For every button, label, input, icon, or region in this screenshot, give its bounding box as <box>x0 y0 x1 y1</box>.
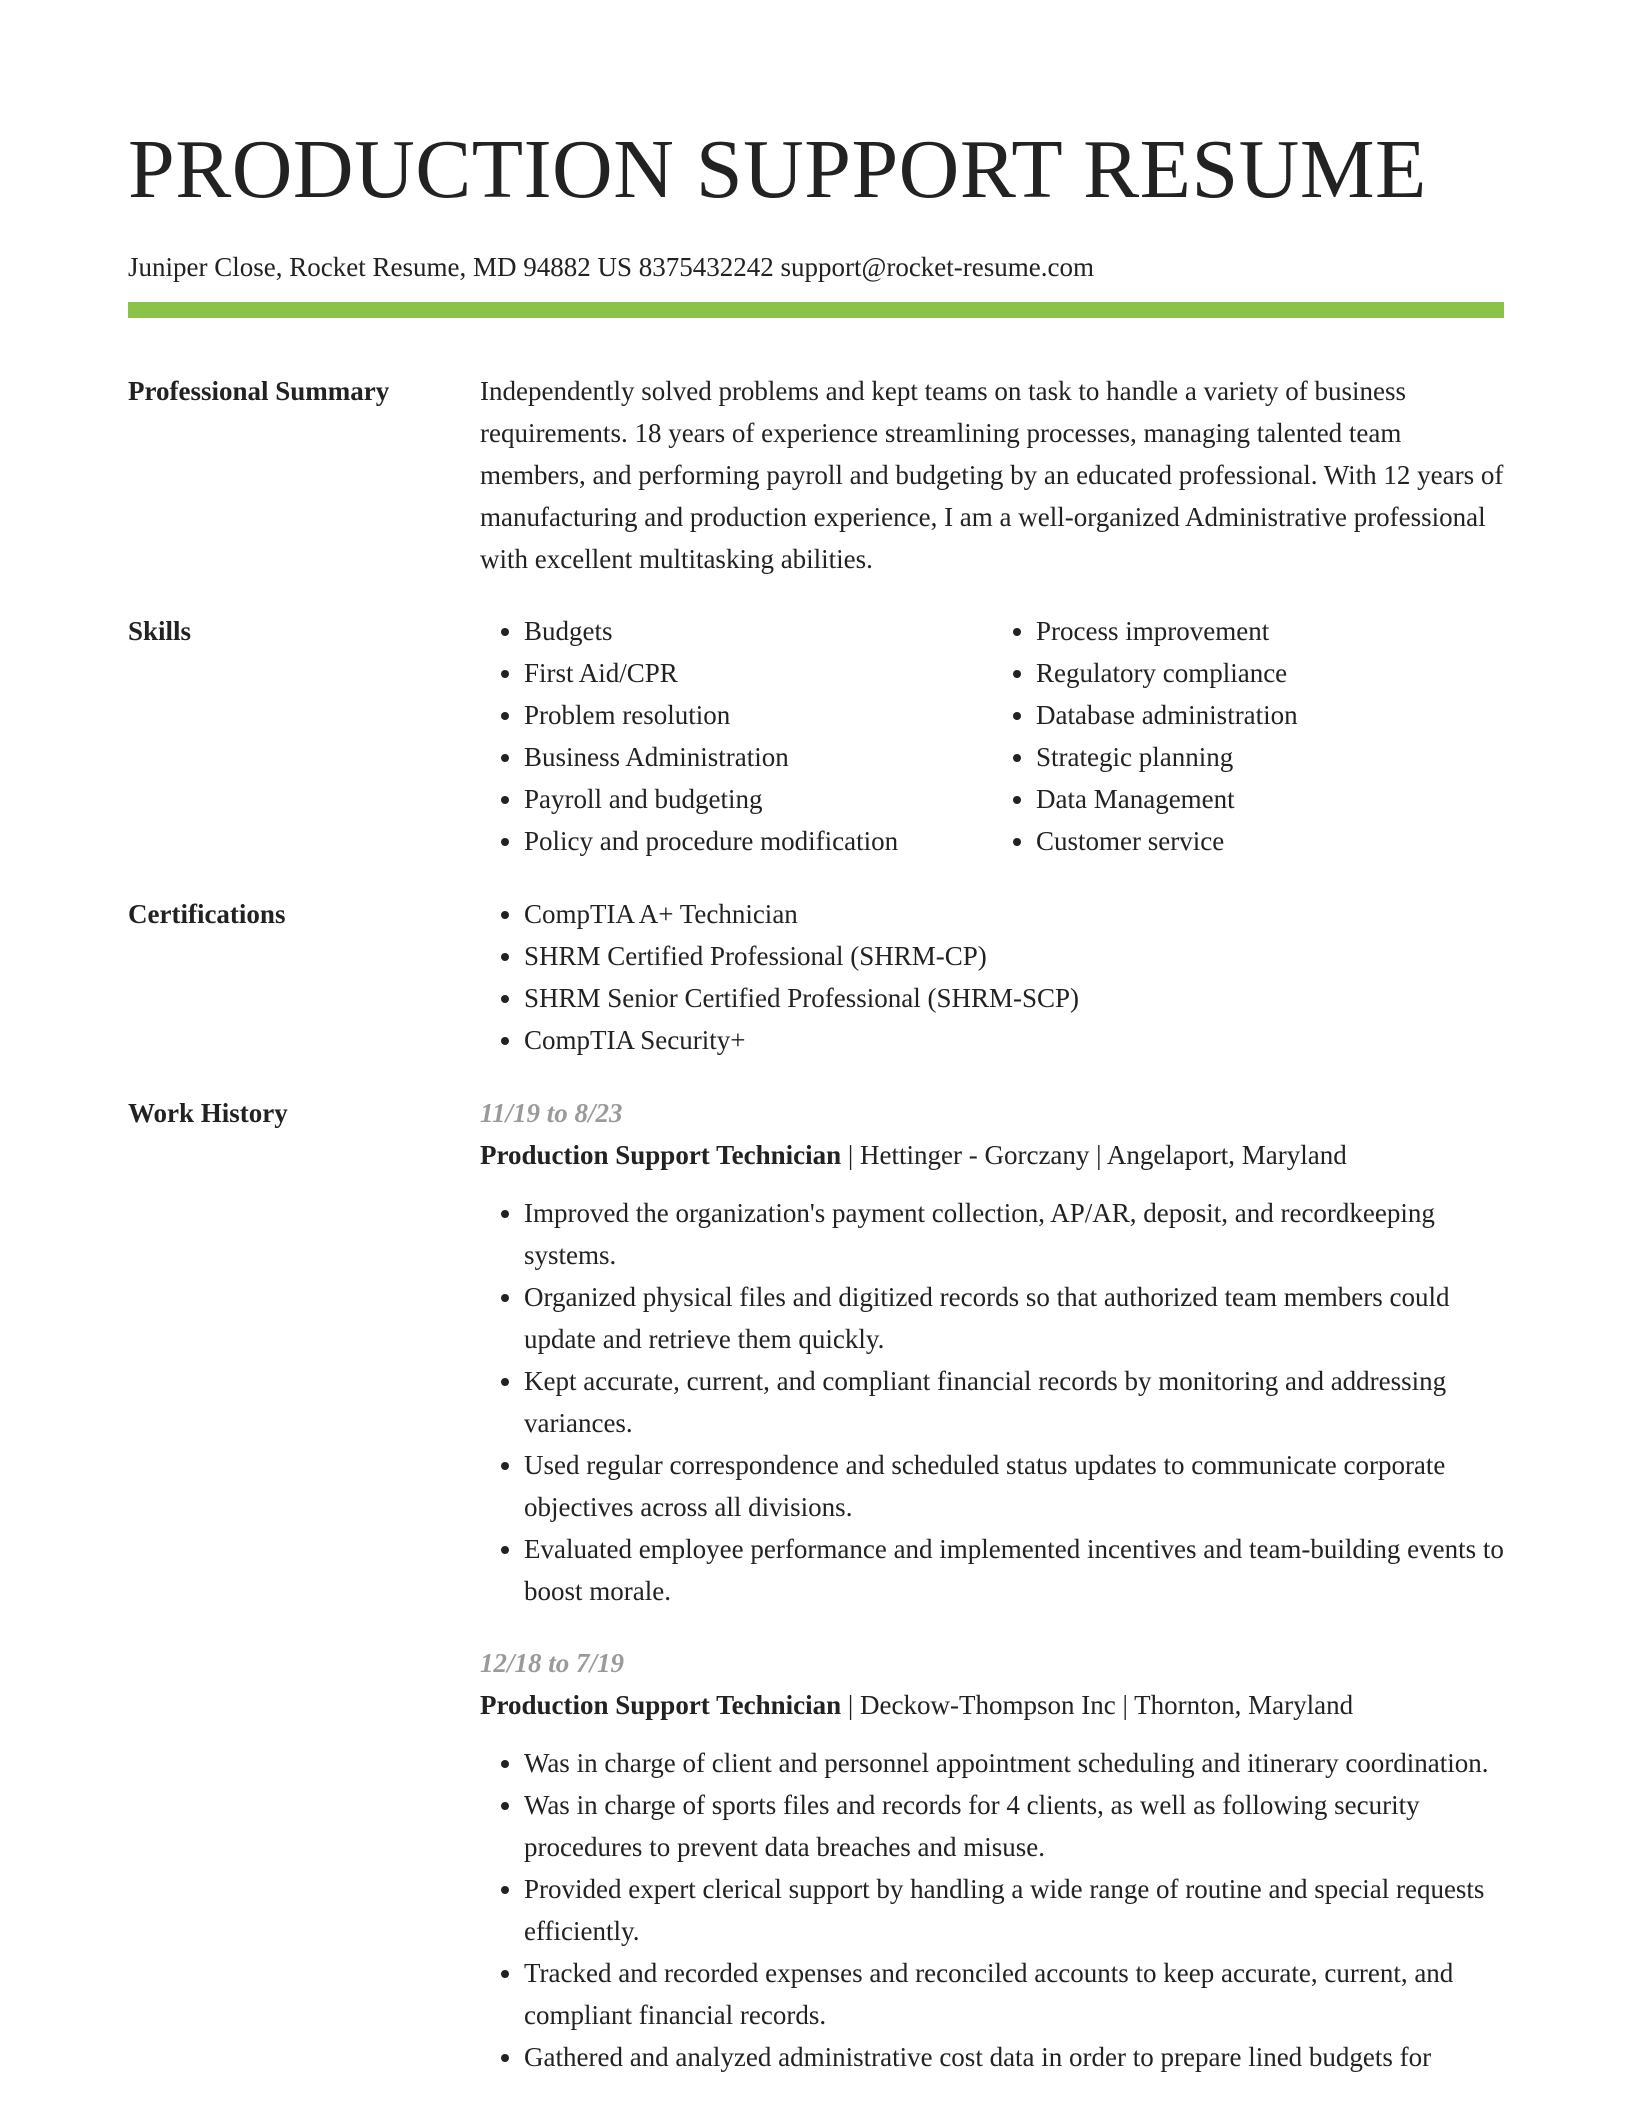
skill-item: • Budgets <box>524 610 992 652</box>
job-bullet: • Kept accurate, current, and compliant financial records by monitoring and addressing variances. <box>524 1360 1504 1444</box>
certification-item: • CompTIA A+ Technician <box>524 893 1504 935</box>
work-history-section <box>128 1092 1504 2108</box>
skills-section <box>128 610 1504 862</box>
skill-item: • Problem resolution <box>524 694 992 736</box>
section-heading: Work History <box>128 1098 288 1128</box>
skill-item: • Business Administration <box>524 736 992 778</box>
job-bullet: • Organized physical files and digitized records so that authorized team members could update and retrieve them quickly. <box>524 1276 1504 1360</box>
job-heading <box>480 1134 1504 1176</box>
skill-item: • Customer service <box>1036 820 1504 862</box>
skills-list-right <box>992 610 1504 862</box>
certifications-list <box>480 893 1504 1061</box>
certifications-section <box>128 893 1504 1061</box>
accent-divider <box>128 302 1504 318</box>
skill-item: • Data Management <box>1036 778 1504 820</box>
section-heading: Certifications <box>128 899 286 929</box>
job-title: Production Support Technician <box>480 1140 842 1170</box>
summary-section <box>128 370 1504 580</box>
skill-item: • Regulatory compliance <box>1036 652 1504 694</box>
job-employer-location: | Hettinger - Gorczany | Angelaport, Maryland <box>841 1140 1347 1170</box>
job-bullet: • Used regular correspondence and scheduled status updates to communicate corporate objectives across all divisions. <box>524 1444 1504 1528</box>
skill-item: • Database administration <box>1036 694 1504 736</box>
job-bullet: • Was in charge of client and personnel appointment scheduling and itinerary coordination. <box>524 1742 1504 1784</box>
job-bullet: • Improved the organization's payment collection, AP/AR, deposit, and recordkeeping systems. <box>524 1192 1504 1276</box>
skill-item: • Strategic planning <box>1036 736 1504 778</box>
job-bullet: • Was in charge of sports files and records for 4 clients, as well as following security procedures to prevent data breaches and misuse. <box>524 1784 1504 1868</box>
certification-item: • SHRM Senior Certified Professional (SHRM-SCP) <box>524 977 1504 1019</box>
skill-item: • Payroll and budgeting <box>524 778 992 820</box>
skill-item: • Process improvement <box>1036 610 1504 652</box>
certification-item: • SHRM Certified Professional (SHRM-CP) <box>524 935 1504 977</box>
job-bullet: • Evaluated employee performance and implemented incentives and team-building events to boost morale. <box>524 1528 1504 1612</box>
resume-page <box>128 0 1504 2108</box>
job-entry <box>480 1092 1504 1612</box>
summary-text: Independently solved problems and kept teams on task to handle a variety of business requirements. 18 years of experience streamlining processes, managing talented team members, and performing payroll and budgeting by an educated professional. With 12 years of manufacturing and production experience, I am a well-organized Administrative professional with excellent multitasking abilities. <box>480 376 1504 574</box>
skill-item: • Policy and procedure modification <box>524 820 992 862</box>
job-bullet: • Gathered and analyzed administrative cost data in order to prepare lined budgets for <box>524 2036 1504 2078</box>
job-dates: 11/19 to 8/23 <box>480 1098 623 1128</box>
job-dates: 12/18 to 7/19 <box>480 1648 625 1678</box>
job-bullets <box>480 1192 1504 1612</box>
skill-item: • First Aid/CPR <box>524 652 992 694</box>
contact-line: Juniper Close, Rocket Resume, MD 94882 US 8375432242 support@rocket-resume.com <box>128 252 1094 282</box>
skills-list-left <box>480 610 992 862</box>
job-title: Production Support Technician <box>480 1690 842 1720</box>
job-entry <box>480 1642 1504 2078</box>
job-bullets <box>480 1742 1504 2078</box>
job-bullet: • Provided expert clerical support by handling a wide range of routine and special requests efficiently. <box>524 1868 1504 1952</box>
section-heading: Professional Summary <box>128 376 390 406</box>
certification-item: • CompTIA Security+ <box>524 1019 1504 1061</box>
job-bullet: • Tracked and recorded expenses and reconciled accounts to keep accurate, current, and compliant financial records. <box>524 1952 1504 2036</box>
resume-title: PRODUCTION SUPPORT RESUME <box>128 123 1427 216</box>
section-heading: Skills <box>128 616 192 646</box>
job-employer-location: | Deckow-Thompson Inc | Thornton, Maryland <box>841 1690 1354 1720</box>
job-heading <box>480 1684 1504 1726</box>
